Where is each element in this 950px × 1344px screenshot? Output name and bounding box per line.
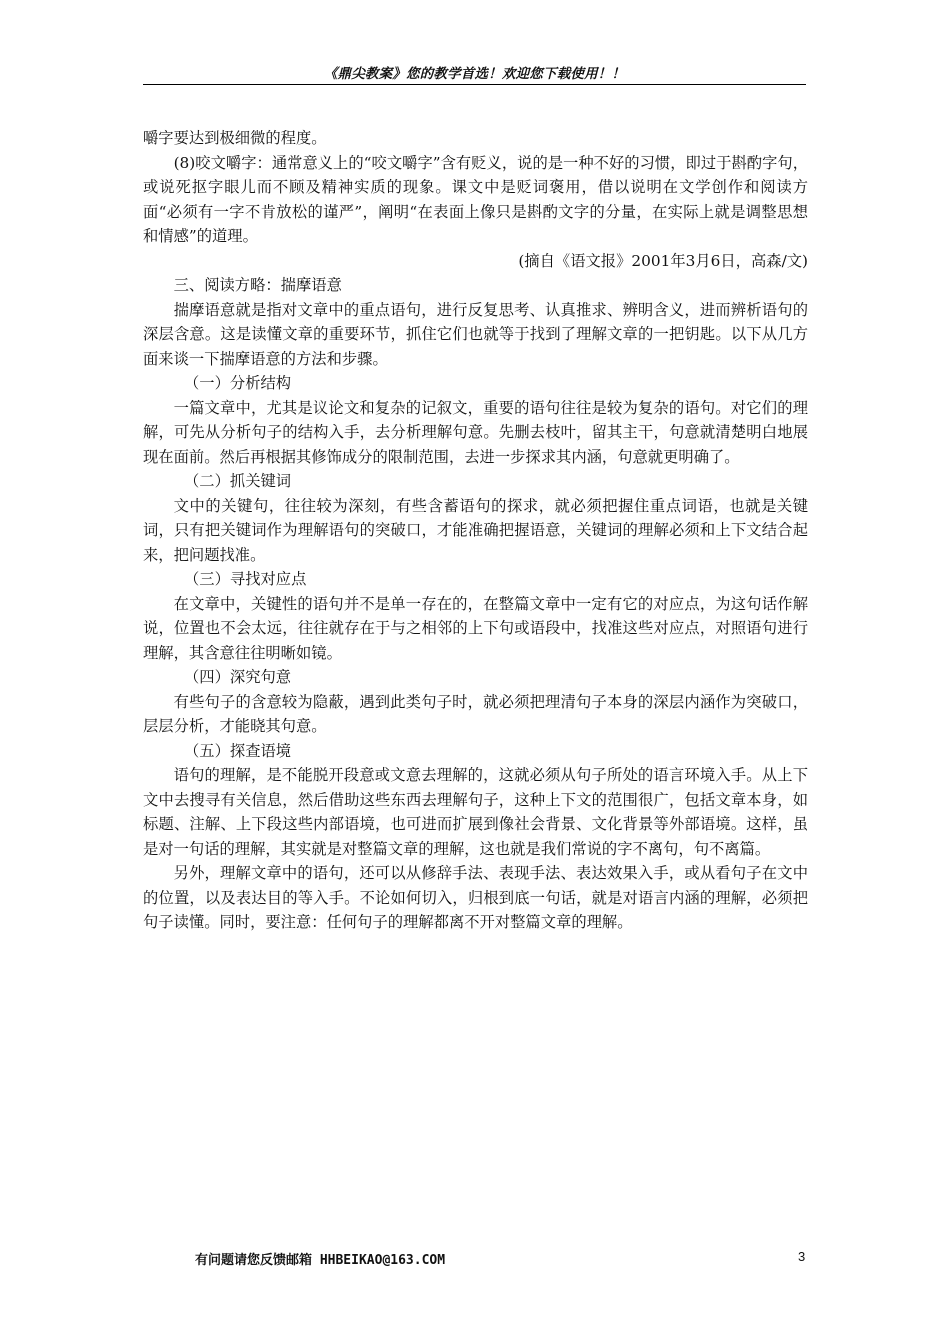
paragraph-1: 一篇文章中，尤其是议论文和复杂的记叙文，重要的语句往往是较为复杂的语句。对它们的理解，可先从分析句子的结构入手，去分析理解句意。先删去枝叶，留其主干，句意就清楚明白地展现在面前。然后再根据其修饰成分的限制范围，去进一步探求其内涵，句意就更明确了。 bbox=[143, 398, 808, 466]
header-divider bbox=[143, 84, 806, 85]
subheading-2: （二）抓关键词 bbox=[184, 472, 292, 490]
paragraph-4: 有些句子的含意较为隐蔽，遇到此类句子时，就必须把理清句子本身的深层内涵作为突破口，层层分析，才能晓其句意。 bbox=[143, 692, 808, 735]
paragraph-3: 在文章中，关键性的语句并不是单一存在的，在整篇文章中一定有它的对应点，为这句话作解说，位置也不会太远，往往就存在于与之相邻的上下句或语段中，找准这些对应点，对照语句进行理解，其含意往往明晰如镜。 bbox=[143, 594, 808, 662]
section-3-paragraph: 揣摩语意就是指对文章中的重点语句，进行反复思考、认真推求、辨明含义，进而辨析语句的深层含意。这是读懂文章的重要环节，抓住它们也就等于找到了理解文章的一把钥匙。以下从几方面来谈一下揣摩语意的方法和步骤。 bbox=[143, 300, 808, 368]
page-number: 3 bbox=[798, 1249, 806, 1264]
page-header-title: 《鼎尖教案》您的教学首选！欢迎您下载使用！！ bbox=[323, 66, 626, 82]
paragraph-2: 文中的关键句，往往较为深刻，有些含蓄语句的探求，就必须把握住重点词语，也就是关键词，只有把关键词作为理解语句的突破口，才能准确把握语意，关键词的理解必须和上下文结合起来，把问题找准。 bbox=[143, 496, 808, 564]
paragraph-intro: 嚼字要达到极细微的程度。 bbox=[143, 129, 327, 147]
subheading-1: （一）分析结构 bbox=[184, 374, 292, 392]
paragraph-final: 另外，理解文章中的语句，还可以从修辞手法、表现手法、表达效果入手，或从看句子在文中的位置，以及表达目的等入手。不论如何切入，归根到底一句话，就是对语言内涵的理解，必须把句子读懂。同时，要注意：任何句子的理解都离不开对整篇文章的理解。 bbox=[143, 864, 808, 931]
subheading-5: （五）探查语境 bbox=[184, 741, 292, 760]
source-citation: (摘自《语文报》2001年3月6日，高森/文) bbox=[518, 251, 808, 270]
footer-contact: 有问题请您反馈邮箱 HHBEIKAO@163.COM bbox=[195, 1253, 446, 1268]
paragraph-5: 语句的理解，是不能脱开段意或文意去理解的，这就必须从句子所处的语言环境入手。从上下文中去搜寻有关信息，然后借助这些东西去理解句子，这种上下文的范围很广，包括文章本身，如标题、注解、上下段这些内部语境，也可进而扩展到像社会背景、文化背景等外部语境。这样，虽是对一句话的理解，其实就是对整篇文章的理解，这也就是我们常说的字不离句，句不离篇。 bbox=[143, 766, 808, 858]
subheading-3: （三）寻找对应点 bbox=[184, 570, 307, 588]
subheading-4: （四）深究句意 bbox=[184, 668, 292, 686]
paragraph-item-8: (8)咬文嚼字：通常意义上的“咬文嚼字”含有贬义，说的是一种不好的习惯，即过于斟酌字句，或说死抠字眼儿而不顾及精神实质的现象。课文中是贬词褒用，借以说明在文学创作和阅读方面“必须有一字不肯放松的谨严”，阐明“在表面上像只是斟酌文字的分量，在实际上就是调整思想和情感”的道理。 bbox=[143, 153, 808, 245]
section-3-heading: 三、阅读方略：揣摩语意 bbox=[173, 276, 342, 294]
document-body bbox=[143, 126, 808, 935]
